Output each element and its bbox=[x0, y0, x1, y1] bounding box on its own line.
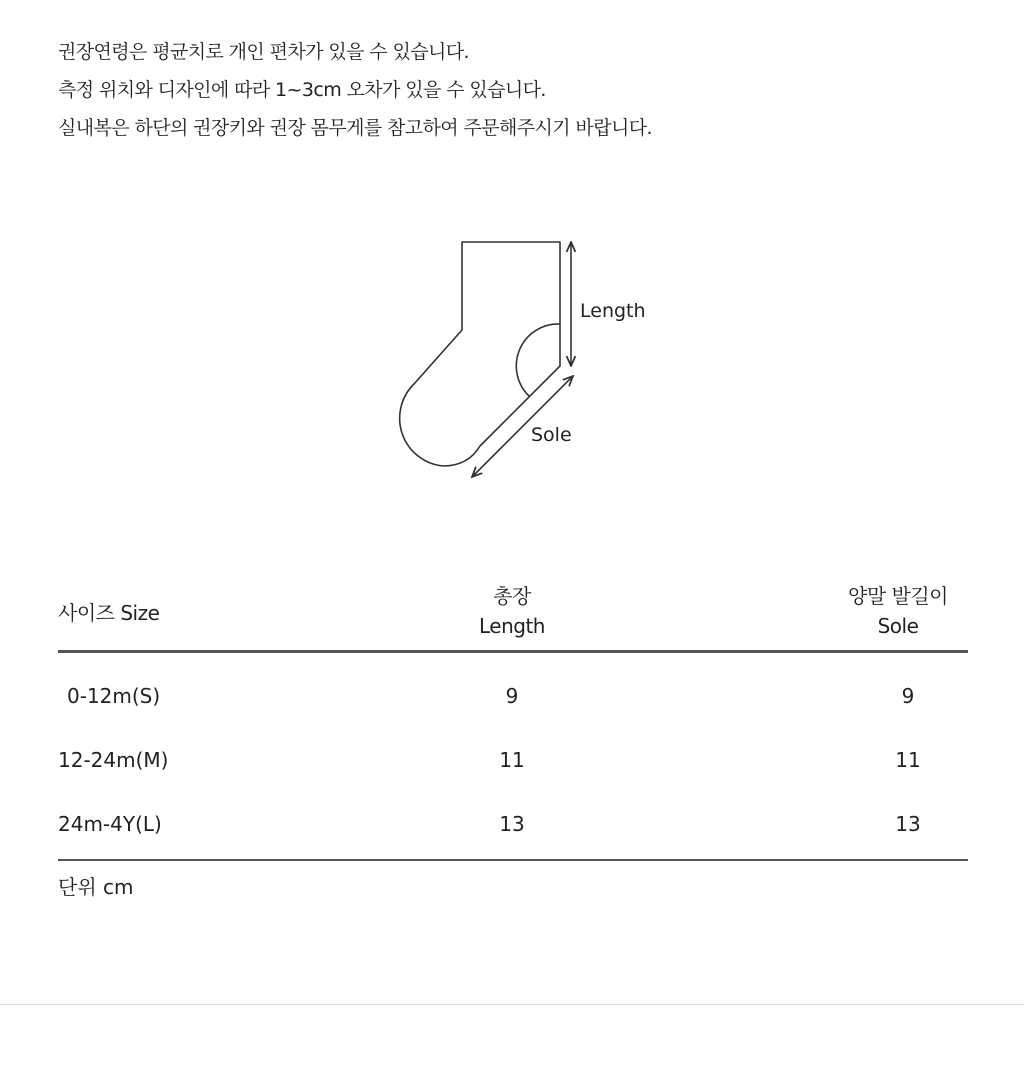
table-row bbox=[58, 675, 968, 739]
header-length-en: Length bbox=[479, 614, 545, 638]
cell-sole: 11 bbox=[895, 748, 921, 772]
size-table bbox=[58, 578, 968, 861]
table-row bbox=[58, 803, 968, 867]
header-sole-en: Sole bbox=[877, 614, 919, 638]
sole-label: Sole bbox=[531, 424, 572, 446]
note-line: 권장연령은 평균치로 개인 편차가 있을 수 있습니다. bbox=[58, 41, 469, 63]
header-sole bbox=[828, 581, 968, 641]
sock-illustration bbox=[380, 228, 680, 488]
unit-note: 단위 cm bbox=[58, 875, 134, 899]
header-sole-ko: 양말 발길이 bbox=[848, 584, 948, 608]
cell-length: 13 bbox=[499, 812, 525, 836]
length-label: Length bbox=[580, 300, 646, 322]
size-notes bbox=[58, 33, 652, 147]
header-size: 사이즈 Size bbox=[58, 601, 160, 625]
note-line: 실내복은 하단의 권장키와 권장 몸무게를 참고하여 주문해주시기 바랍니다. bbox=[58, 117, 652, 139]
note-line: 측정 위치와 디자인에 따라 1~3cm 오차가 있을 수 있습니다. bbox=[58, 79, 546, 101]
cell-sole: 9 bbox=[901, 684, 915, 708]
sock-measurement-diagram bbox=[380, 228, 680, 488]
table-body bbox=[58, 653, 968, 861]
header-length-ko: 총장 bbox=[493, 584, 531, 608]
sock-heel bbox=[516, 324, 560, 397]
cell-sole: 13 bbox=[895, 812, 921, 836]
cell-length: 11 bbox=[499, 748, 525, 772]
table-row bbox=[58, 739, 968, 803]
cell-length: 9 bbox=[505, 684, 519, 708]
cell-size: 24m-4Y(L) bbox=[58, 812, 162, 836]
section-divider bbox=[0, 1004, 1024, 1005]
table-header bbox=[58, 578, 968, 653]
cell-size: 12-24m(M) bbox=[58, 748, 169, 772]
cell-size: 0-12m(S) bbox=[67, 684, 161, 708]
header-length bbox=[412, 581, 612, 641]
